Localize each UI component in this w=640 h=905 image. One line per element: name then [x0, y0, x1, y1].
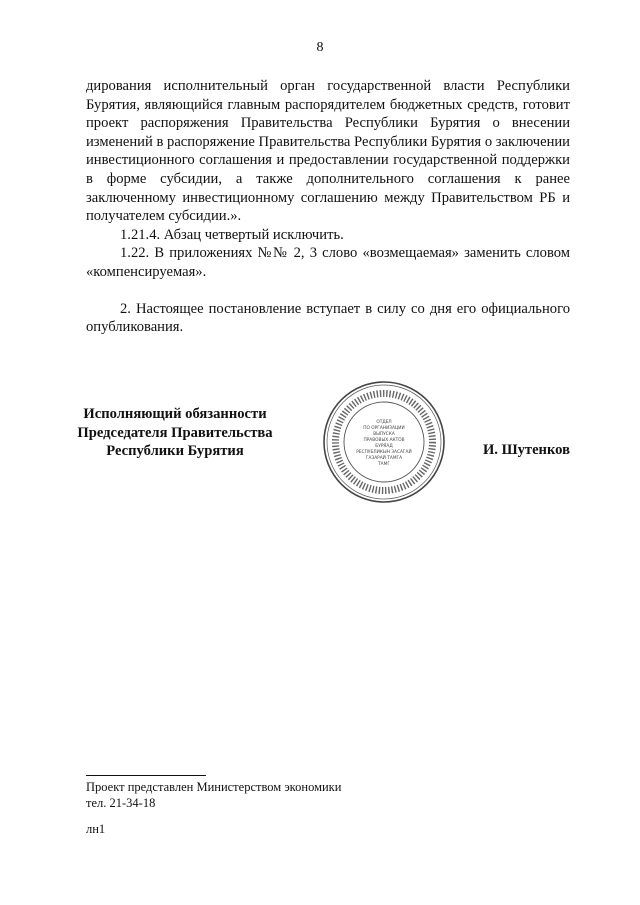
seal-text: ГАЗАРАЙ ТАМГА	[365, 456, 403, 461]
footnote-code: лн1	[86, 822, 106, 836]
signatory-name: И. Шутенков	[482, 442, 570, 458]
footnote-phone: тел. 21-34-18	[86, 796, 156, 810]
paragraph-2: 2. Настоящее постановление вступает в силу со дня его официального опубликования.	[86, 300, 570, 336]
seal-text: ПРАВОВЫХ АКТОВ	[363, 438, 405, 443]
official-seal	[322, 380, 446, 504]
signature-title-line: Председателя Правительства	[77, 424, 273, 441]
signature-title	[70, 405, 280, 461]
signature-title-line: Республики Бурятия	[106, 443, 244, 460]
paragraph-1-22: 1.22. В приложениях №№ 2, 3 слово «возмещаемая» заменить словом «компенсируемая».	[86, 245, 570, 280]
document-body	[86, 77, 570, 337]
seal-text: ВЫПУСКА	[373, 432, 395, 437]
footnote	[86, 779, 341, 837]
paragraph-1-21-4: 1.21.4. Абзац четвертый исключить.	[120, 226, 344, 243]
footnote-author: Проект представлен Министерством экономики	[86, 780, 342, 794]
seal-text: РЕСПУБЛИКЫН ЗАСАГАЙ	[356, 450, 412, 455]
page-number: 8	[316, 40, 324, 55]
footnote-divider	[86, 775, 206, 776]
seal-text: ОТДЕЛ	[376, 420, 392, 425]
signature-title-line: Исполняющий обязанности	[83, 406, 267, 422]
seal-text: БУРЯАД	[375, 444, 393, 449]
seal-text: ПО ОРГАНИЗАЦИИ	[363, 426, 405, 431]
seal-text: ТАМГ	[378, 462, 390, 467]
paragraph-continuation: дирования исполнительный орган государственной власти Республики Бурятия, являющийся главным распорядителем бюджетных средств, готовит проект распоряжения Правительства Республики Бурятия о внесении изменений в распоряжение Правительства Республики Бурятия о заключении инвестиционного соглашения и предоставлении государственной поддержки в форме субсидии, а также дополнительного соглашения к ранее заключенному инвестиционному соглашению между Правительством РБ и получателем субсидии.».	[86, 78, 570, 225]
